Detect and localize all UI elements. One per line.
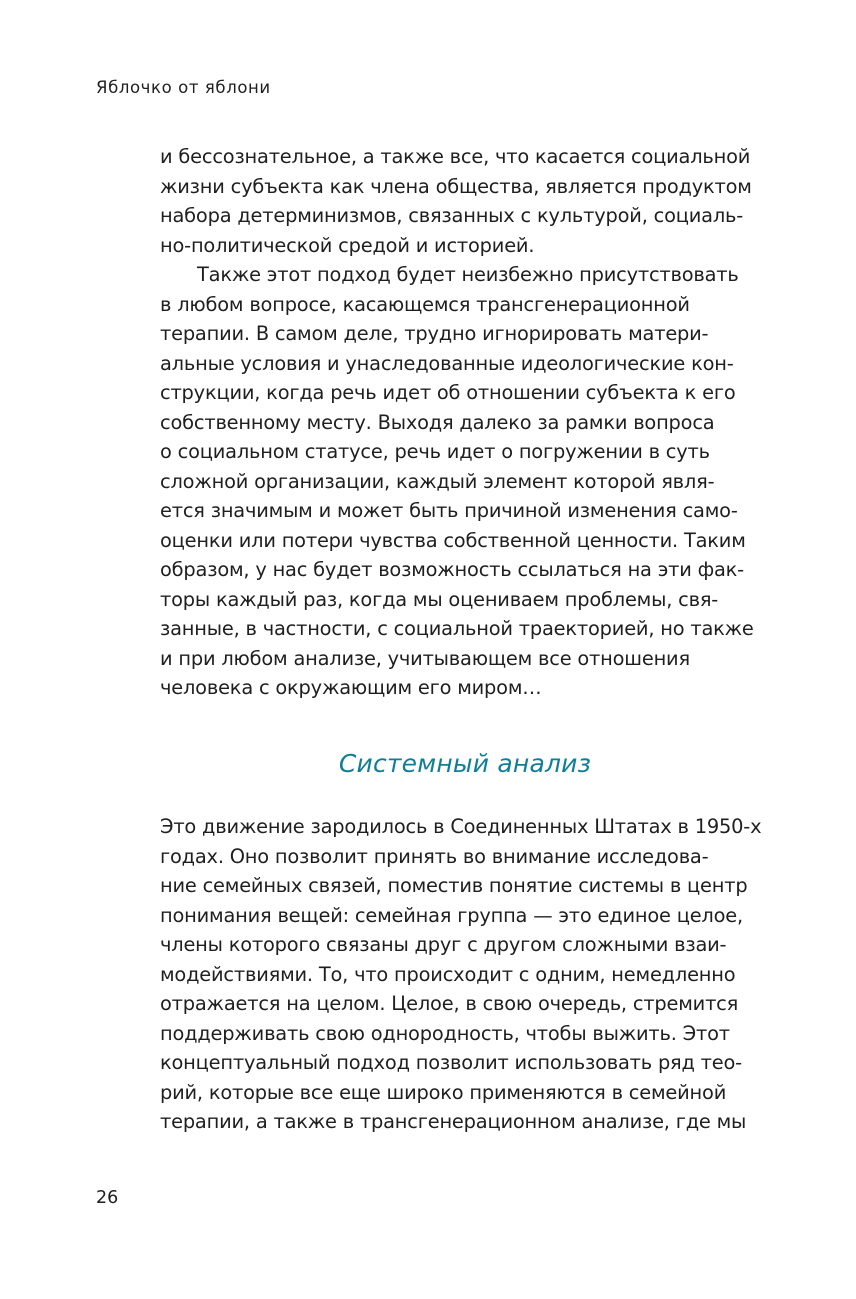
- text-line: и бессознательное, а также все, что касается социальной: [160, 145, 751, 168]
- text-line: терапии, а также в трансгенерационном анализе, где мы: [160, 1110, 747, 1133]
- text-line: ние семейных связей, поместив понятие системы в центр: [160, 874, 748, 897]
- text-line: сложной организации, каждый элемент которой явля-: [160, 469, 715, 493]
- body-text-bottom: [160, 812, 770, 1137]
- text-line: рий, которые все еще широко применяются в семейной: [160, 1080, 727, 1104]
- body-text-top: [160, 142, 770, 703]
- text-line: человека с окружающим его миром…: [160, 676, 542, 699]
- text-line: понимания вещей: семейная группа — это единое целое,: [160, 903, 743, 927]
- text-line: образом, у нас будет возможность ссылаться на эти фак-: [160, 558, 744, 581]
- text-line: модействиями. То, что происходит с одним, немедленно: [160, 962, 736, 986]
- text-line: отражается на целом. Целое, в свою очередь, стремится: [160, 992, 739, 1015]
- text-line: но-политической средой и историей.: [160, 233, 535, 257]
- running-header: Яблочко от яблони: [96, 78, 271, 97]
- text-line: занные, в частности, с социальной траекторией, но также: [160, 617, 754, 640]
- text-line: альные условия и унаследованные идеологические кон-: [160, 351, 734, 375]
- text-line: концептуальный подход позволит использовать ряд тео-: [160, 1051, 742, 1074]
- text-line: члены которого связаны друг с другом сложными взаи-: [160, 933, 727, 956]
- text-line: торы каждый раз, когда мы оцениваем проблемы, свя-: [160, 587, 719, 611]
- text-line: и при любом анализе, учитывающем все отношения: [160, 646, 690, 670]
- text-line: набора детерминизмов, связанных с культурой, социаль-: [160, 204, 744, 227]
- text-line: собственному месту. Выходя далеко за рамки вопроса: [160, 410, 715, 434]
- text-line: Также этот подход будет неизбежно присутствовать: [197, 263, 739, 286]
- text-line: Это движение зародилось в Соединенных Штатах в 1950-х: [160, 815, 762, 838]
- text-line: ется значимым и может быть причиной изменения само-: [160, 499, 738, 522]
- page-number: 26: [96, 1188, 119, 1208]
- text-line: о социальном статусе, речь идет о погружении в суть: [160, 440, 710, 463]
- text-line: оценки или потери чувства собственной ценности. Таким: [160, 528, 746, 552]
- text-line: струкции, когда речь идет об отношении субъекта к его: [160, 381, 736, 404]
- text-line: поддерживать свою однородность, чтобы выжить. Этот: [160, 1021, 730, 1045]
- text-line: годах. Оно позволит принять во внимание исследова-: [160, 844, 709, 868]
- section-heading: Системный анализ: [338, 749, 592, 778]
- text-line: в любом вопросе, касающемся трансгенерационной: [160, 292, 690, 316]
- text-line: терапии. В самом деле, трудно игнорировать матери-: [160, 322, 709, 345]
- text-line: жизни субъекта как члена общества, является продуктом: [160, 174, 752, 198]
